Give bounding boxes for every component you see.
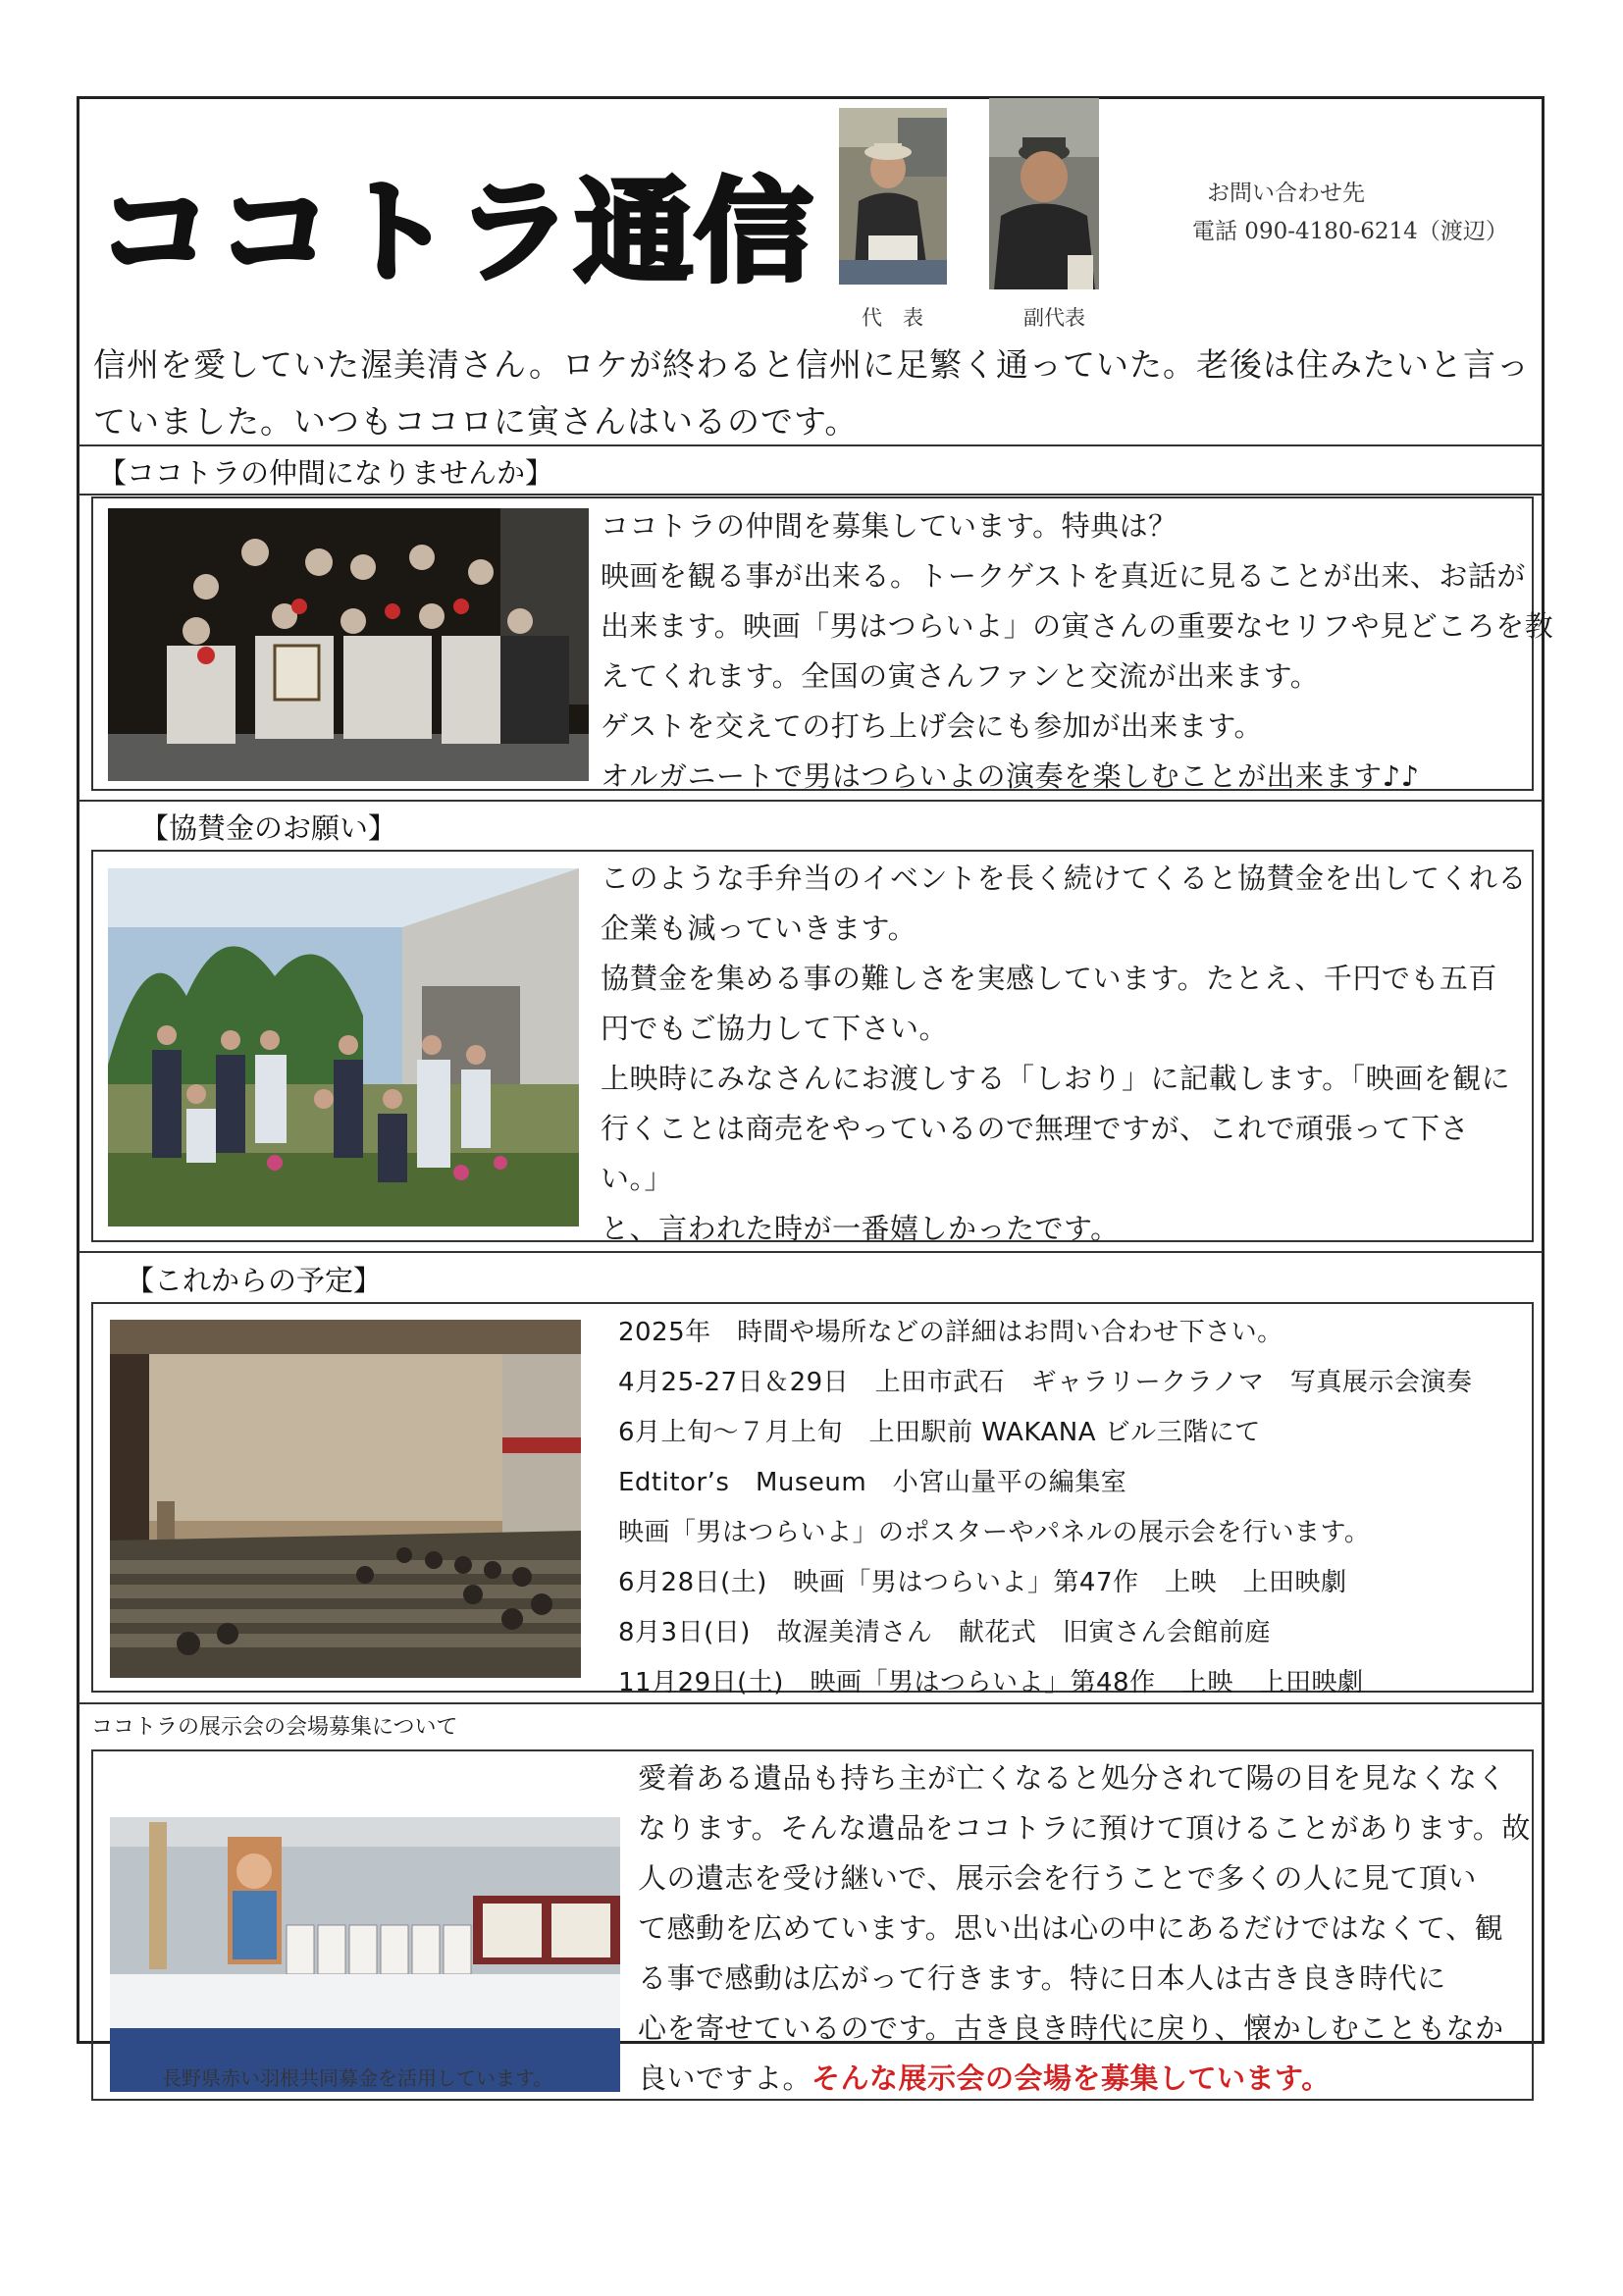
section2-line: 協賛金を集める事の難しさを実感しています。たとえ、千円でも五百: [601, 962, 1497, 995]
intro-text: [93, 337, 1530, 450]
group-photo-outdoor: [108, 868, 579, 1226]
contact-info: [1192, 175, 1508, 251]
exhibition-photo: [110, 1817, 620, 2092]
divider: [79, 494, 1543, 496]
divider: [79, 444, 1543, 446]
representative-photo: [839, 108, 947, 285]
section2-line: 企業も減っていきます。: [601, 912, 917, 945]
section1-line: 映画を観る事が出来る。トークゲストを真近に見ることが出来、お話が: [601, 559, 1526, 593]
section4-line: なります。そんな遺品をココトラに預けて頂けることがあります。故: [638, 1811, 1531, 1845]
venue-recruitment-highlight: そんな展示会の会場を募集しています。: [812, 2061, 1331, 2095]
section2-line: このような手弁当のイベントを長く続けてくると協賛金を出してくれる: [601, 861, 1528, 895]
schedule-line: 2025年 時間や場所などの詳細はお問い合わせ下さい。: [618, 1318, 1283, 1347]
section1-line: ココトラの仲間を募集しています。特典は？: [601, 509, 1178, 543]
page-title: ココトラ通信: [96, 168, 814, 298]
section4-line: て感動を広めています。思い出は心の中にあるだけではなくて、観: [638, 1911, 1504, 1945]
section4-line: 心を寄せているのです。古き良き時代に戻り、懐かしむこともなか: [638, 2011, 1504, 2045]
vice-representative-caption: 副代表: [1023, 306, 1085, 330]
section2-line: 行くことは商売をやっているので無理ですが、これで頑張って下さ: [601, 1112, 1470, 1145]
section2-line: 上映時にみなさんにお渡しする「しおり」に記載します。「映画を観に: [601, 1062, 1511, 1095]
schedule-line: Edtitor’s Museum 小宮山量平の編集室: [618, 1468, 1127, 1497]
section3-heading: 【これからの予定】: [126, 1264, 383, 1297]
section2-line: 円でもご協力して下さい。: [601, 1012, 949, 1045]
theater-photo: [110, 1320, 581, 1678]
section2-line: い。」: [601, 1162, 674, 1195]
intro-line: ていました。いつもココロに寅さんはいるのです。: [93, 402, 859, 441]
schedule-line: 8月3日(日) 故渥美清さん 献花式 旧寅さん会館前庭: [618, 1618, 1271, 1647]
section1-heading: 【ココトラの仲間になりませんか】: [98, 456, 554, 490]
section4-text: [638, 1753, 1531, 2104]
contact-phone: 電話 090-4180-6214（渡辺）: [1192, 219, 1508, 245]
section1-line: ゲストを交えての打ち上げ会にも参加が出来ます。: [601, 709, 1264, 743]
section3-text: [618, 1308, 1472, 1708]
contact-label: お問い合わせ先: [1207, 181, 1365, 206]
section1-line: えてくれます。全国の寅さんファンと交流が出来ます。: [601, 659, 1320, 693]
vice-representative-photo: [989, 98, 1099, 289]
section4-line: る事で感動は広がって行きます。特に日本人は古き良き時代に: [638, 1961, 1446, 1995]
section4-line: 人の遺志を受け継いで、展示会を行うことで多くの人に見て頂い: [638, 1861, 1477, 1895]
section4-last-plain: 良いですよ。: [638, 2061, 812, 2095]
intro-line: 信州を愛していた渥美清さん。ロケが終わると信州に足繁く通っていた。老後は住みたいと言っ: [93, 345, 1530, 384]
schedule-line: 映画「男はつらいよ」のポスターやパネルの展示会を行います。: [618, 1518, 1371, 1547]
divider: [79, 800, 1543, 802]
section4-last-line: [638, 2054, 1531, 2104]
section2-heading: 【協賛金のお願い】: [140, 811, 397, 845]
schedule-line: 6月上旬～７月上旬 上田駅前 WAKANA ビル三階にて: [618, 1418, 1261, 1447]
section4-heading: ココトラの展示会の会場募集について: [91, 1715, 458, 1740]
footer-note: 長野県赤い羽根共同募金を活用しています。: [162, 2066, 553, 2090]
schedule-line: 6月28日(土) 映画「男はつらいよ」第47作 上映 上田映劇: [618, 1568, 1347, 1597]
section2-text: [601, 854, 1527, 1254]
divider: [79, 1251, 1543, 1253]
section1-line: オルガニートで男はつらいよの演奏を楽しむことが出来ます♪♪: [601, 759, 1420, 793]
divider: [79, 1702, 1543, 1704]
representative-caption: 代 表: [862, 306, 923, 330]
section1-text: [601, 501, 1553, 802]
section1-line: 出来ます。映画「男はつらいよ」の寅さんの重要なセリフや見どころを教: [601, 609, 1554, 643]
section2-line: と、言われた時が一番嬉しかったです。: [601, 1212, 1120, 1245]
schedule-line: 11月29日(土) 映画「男はつらいよ」第48作 上映 上田映劇: [618, 1668, 1364, 1697]
schedule-line: 4月25-27日＆29日 上田市武石 ギャラリークラノマ 写真展示会演奏: [618, 1368, 1473, 1397]
group-photo-event: [108, 508, 589, 781]
section4-line: 愛着ある遺品も持ち主が亡くなると処分されて陽の目を見なくなく: [638, 1761, 1507, 1795]
